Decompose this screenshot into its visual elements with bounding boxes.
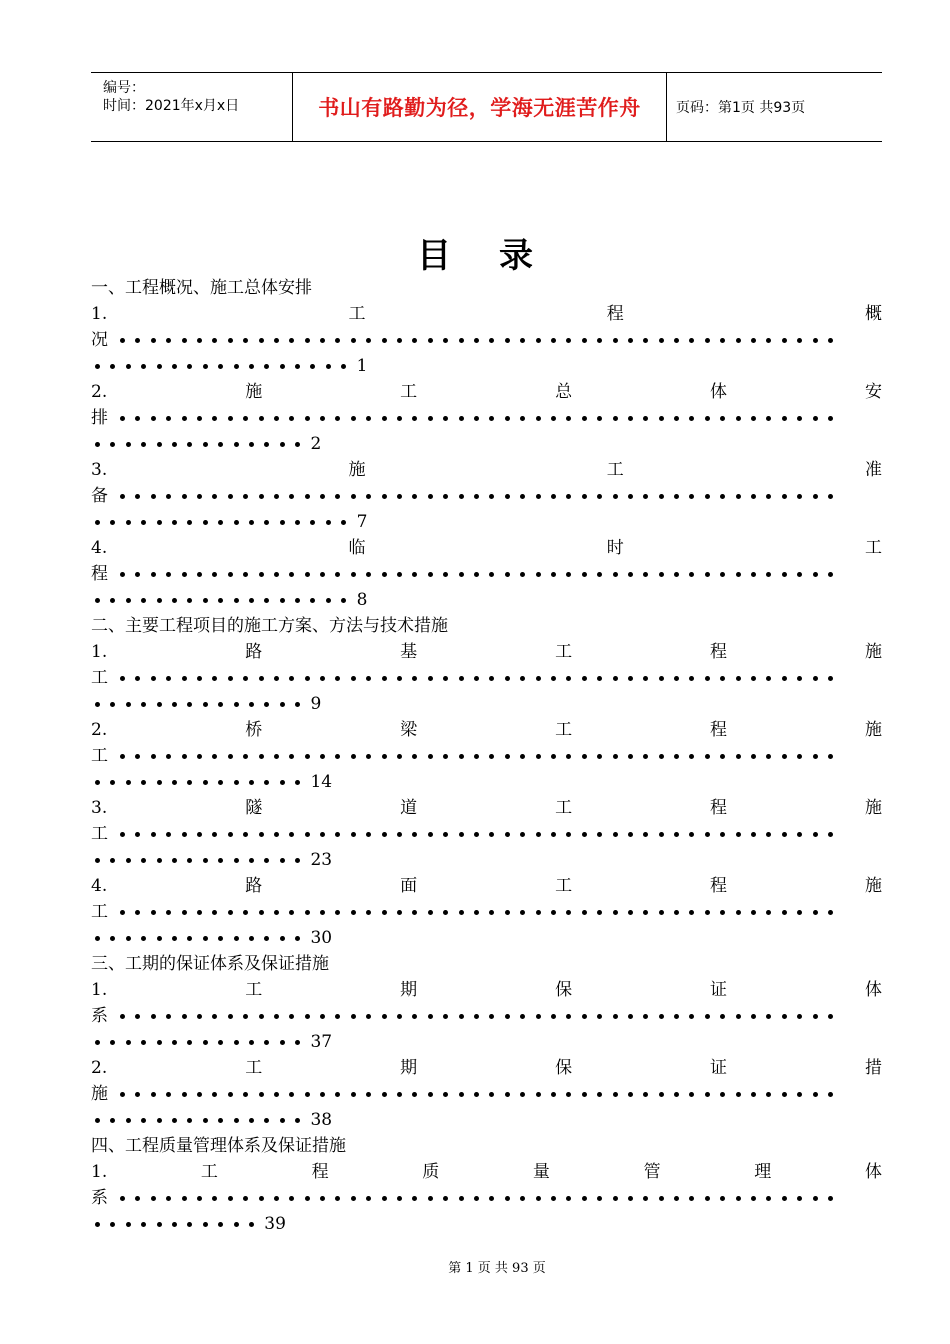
toc-entry-char: 程 (710, 876, 728, 896)
dot-leader (120, 564, 843, 584)
toc-entry-char: 证 (710, 1058, 728, 1078)
toc-entry-char: 施 (865, 642, 882, 662)
toc-entry-char: 面 (400, 876, 418, 896)
toc-entry-char: 程 (710, 720, 728, 740)
code-label: 编号： (103, 80, 145, 96)
toc-entry-char: 工 (348, 304, 366, 324)
toc-page-number: 2 (310, 434, 322, 454)
toc-entry-tail-char: 备 (91, 486, 108, 506)
toc-entry-char: 工 (555, 720, 573, 740)
toc-entry-page-line (91, 925, 882, 951)
toc-entry-char: 施 (348, 460, 366, 480)
toc-page-number: 7 (356, 512, 368, 532)
toc-page-number: 37 (310, 1032, 333, 1052)
toc-entry-tail-char: 况 (91, 330, 108, 350)
header-page-cell (666, 73, 882, 141)
toc-entry-leader-line (91, 665, 882, 691)
toc-entry-leader-line (91, 1185, 882, 1211)
toc-entry-page-line (91, 691, 882, 717)
toc-entry-leader-line (91, 1081, 882, 1107)
toc-entry-page-line (91, 431, 882, 457)
toc-entry-char: 路 (245, 876, 263, 896)
toc-entry-char: 施 (865, 720, 882, 740)
page-label: 页码：第1页 共93页 (676, 100, 806, 116)
dot-leader (95, 928, 310, 948)
toc-entry-char: 施 (865, 798, 882, 818)
dot-leader (120, 746, 843, 766)
header-table (91, 72, 882, 142)
toc-entry-char: 体 (864, 1162, 882, 1182)
toc-entry-char: 工 (555, 642, 573, 662)
toc-entry-char: 隧 (245, 798, 263, 818)
dot-leader (95, 850, 310, 870)
dot-leader (120, 408, 843, 428)
dot-leader (95, 1032, 310, 1052)
toc-entry-char: 准 (864, 460, 882, 480)
toc-entry-char: 梁 (400, 720, 418, 740)
dot-leader (95, 512, 357, 532)
toc-entry-char: 1. (91, 304, 108, 324)
toc-entry-leader-line (91, 483, 882, 509)
header-motto-cell (292, 73, 667, 141)
toc-section-heading: 三、工期的保证体系及保证措施 (91, 954, 329, 974)
toc-entry-char: 基 (400, 642, 418, 662)
toc-entry-char: 施 (865, 876, 882, 896)
toc-entry-leader-line (91, 743, 882, 769)
toc-entry-char: 安 (865, 382, 882, 402)
dot-leader (95, 694, 310, 714)
toc-entry-char: 证 (710, 980, 728, 1000)
toc-entry-char: 路 (245, 642, 263, 662)
toc-entry-page-line (91, 353, 882, 379)
toc-entry-title-line (91, 301, 882, 327)
dot-leader (95, 1110, 310, 1130)
toc-entry-char: 1. (91, 980, 108, 1000)
toc-entry-page-line (91, 1211, 882, 1237)
toc-entry-char: 管 (643, 1162, 661, 1182)
toc-entry-leader-line (91, 327, 882, 353)
toc-page-number: 9 (310, 694, 322, 714)
toc-page-number: 39 (264, 1214, 286, 1234)
toc-entry-char: 1. (91, 1162, 108, 1182)
toc-entry-title-line (91, 977, 882, 1003)
toc-entry-leader-line (91, 821, 882, 847)
time-label: 时间：2021年x月x日 (103, 98, 240, 114)
toc-entry-title-line (91, 1055, 882, 1081)
toc-entry-char: 程 (606, 304, 624, 324)
toc-entry-char: 工 (555, 798, 573, 818)
toc-entry-char: 桥 (245, 720, 263, 740)
toc-entry-leader-line (91, 1003, 882, 1029)
toc-entry-tail-char: 程 (91, 564, 108, 584)
toc-entry-title-line (91, 639, 882, 665)
toc-entry-char: 2. (91, 1058, 108, 1078)
toc-page-number: 1 (356, 356, 368, 376)
toc-page-number: 30 (310, 928, 333, 948)
toc-entry-char: 程 (311, 1162, 329, 1182)
toc-entry-char: 临 (348, 538, 366, 558)
toc-entry-char: 时 (606, 538, 624, 558)
dot-leader (120, 1006, 843, 1026)
toc-entry-title-line (91, 535, 882, 561)
toc-entry-char: 施 (245, 382, 263, 402)
toc-entry-char: 期 (400, 980, 418, 1000)
toc-entry-title-line (91, 873, 882, 899)
toc-entry-leader-line (91, 561, 882, 587)
toc-entry-title-line (91, 379, 882, 405)
toc-entry-char: 工 (200, 1162, 218, 1182)
toc-entry-char: 道 (400, 798, 418, 818)
toc-entry-tail-char: 工 (91, 902, 108, 922)
toc-entry-page-line (91, 1029, 882, 1055)
dot-leader (120, 1084, 843, 1104)
toc-entry-char: 措 (865, 1058, 882, 1078)
dot-leader (95, 356, 357, 376)
toc-entry-page-line (91, 587, 882, 613)
dot-leader (95, 590, 357, 610)
toc-entry-title-line (91, 457, 882, 483)
toc-entry-char: 工 (864, 538, 882, 558)
toc-section-heading: 一、工程概况、施工总体安排 (91, 278, 312, 298)
toc-page-number: 14 (310, 772, 333, 792)
toc-entry-char: 保 (555, 980, 573, 1000)
toc-entry-char: 总 (555, 382, 573, 402)
toc-entry-char: 体 (710, 382, 728, 402)
toc-entry-page-line (91, 847, 882, 873)
toc-entry-char: 工 (245, 1058, 263, 1078)
header-meta-cell (91, 73, 292, 141)
toc-entry-char: 程 (710, 642, 728, 662)
toc-entry-char: 程 (710, 798, 728, 818)
toc-entry-char: 3. (91, 460, 108, 480)
dot-leader (95, 434, 310, 454)
toc-section-heading: 二、主要工程项目的施工方案、方法与技术措施 (91, 616, 448, 636)
toc-entry-tail-char: 系 (91, 1006, 108, 1026)
dot-leader (120, 486, 843, 506)
dot-leader (120, 902, 843, 922)
toc-entry-char: 2. (91, 382, 108, 402)
toc-entry-title-line (91, 717, 882, 743)
toc-entry-char: 工 (245, 980, 263, 1000)
toc-entry-char: 保 (555, 1058, 573, 1078)
dot-leader (120, 1188, 843, 1208)
toc-entry-char: 工 (606, 460, 624, 480)
toc-entry-char: 期 (400, 1058, 418, 1078)
toc-entry-tail-char: 系 (91, 1188, 108, 1208)
toc-entry-char: 1. (91, 642, 108, 662)
toc-entry-page-line (91, 509, 882, 535)
motto-text: 书山有路勤为径，学海无涯苦作舟 (318, 96, 641, 120)
toc-entry-tail-char: 排 (91, 408, 108, 428)
toc-entry-char: 4. (91, 876, 108, 896)
toc-entry-page-line (91, 769, 882, 795)
toc-entry-char: 理 (754, 1162, 772, 1182)
toc-entry-tail-char: 施 (91, 1084, 108, 1104)
toc-entry-leader-line (91, 899, 882, 925)
toc-entry-char: 体 (865, 980, 882, 1000)
toc-entry-char: 3. (91, 798, 108, 818)
toc-entry-char: 工 (555, 876, 573, 896)
toc-entry-char: 工 (400, 382, 418, 402)
toc-entry-page-line (91, 1107, 882, 1133)
dot-leader (120, 824, 843, 844)
toc-page-number: 23 (310, 850, 333, 870)
toc-entry-title-line (91, 795, 882, 821)
toc-entry-char: 4. (91, 538, 108, 558)
toc-page-number: 8 (356, 590, 368, 610)
toc-entry-char: 质 (422, 1162, 440, 1182)
dot-leader (120, 668, 843, 688)
toc-entry-leader-line (91, 405, 882, 431)
toc-page-number: 38 (310, 1110, 333, 1130)
toc-entry-char: 概 (864, 304, 882, 324)
toc-entry-tail-char: 工 (91, 668, 108, 688)
dot-leader (95, 1214, 264, 1234)
toc-entry-tail-char: 工 (91, 824, 108, 844)
page-footer: 第 1 页 共 93 页 (448, 1261, 546, 1276)
toc-entry-char: 2. (91, 720, 108, 740)
toc-entry-title-line (91, 1159, 882, 1185)
dot-leader (120, 330, 843, 350)
toc-section-heading: 四、工程质量管理体系及保证措施 (91, 1136, 346, 1156)
page-title: 目录 (417, 236, 581, 276)
toc-entry-tail-char: 工 (91, 746, 108, 766)
dot-leader (95, 772, 310, 792)
toc-entry-char: 量 (532, 1162, 550, 1182)
